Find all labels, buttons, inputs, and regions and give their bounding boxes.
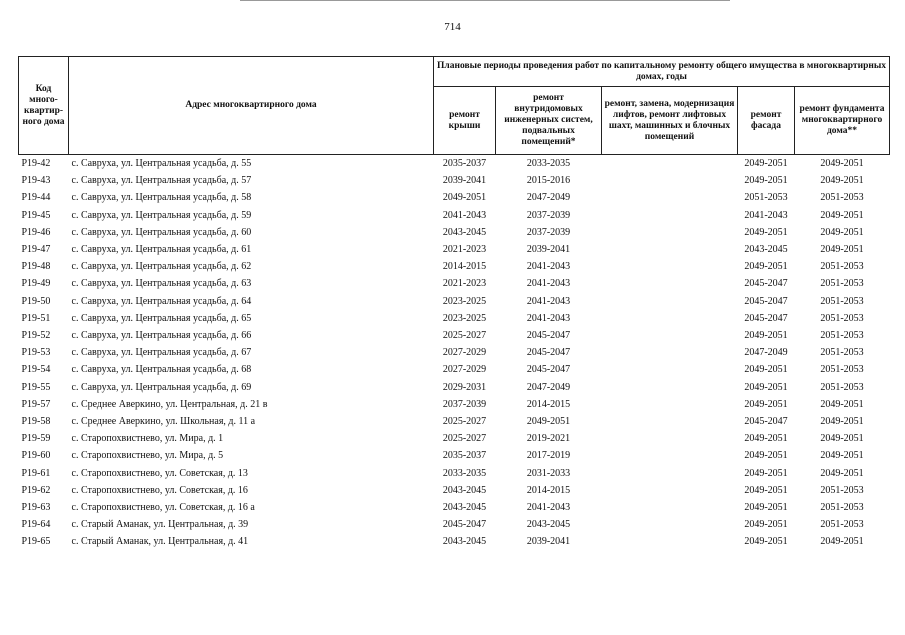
header-foundation: ремонт фундамента многоквартирного дома**: [795, 87, 890, 155]
cell-systems: 2045-2047: [526, 347, 571, 359]
cell-roof: 2043-2045: [442, 484, 487, 496]
cell-facade: 2049-2051: [744, 261, 788, 273]
cell-roof: 2035-2037: [434, 155, 496, 173]
cell-facade: 2051-2053: [744, 192, 788, 204]
cell-lifts: [602, 275, 738, 292]
cell-systems: 2033-2035: [496, 155, 602, 173]
cell-roof: 2043-2045: [442, 226, 487, 238]
cell-address: с. Савруха, ул. Центральная усадьба, д. 64: [71, 295, 252, 307]
cell-foundation: 2051-2053: [820, 381, 864, 393]
cell-foundation: 2051-2053: [820, 347, 864, 359]
table-row: [19, 465, 890, 482]
cell-roof: 2043-2045: [442, 502, 487, 514]
cell-code: Р19-62: [21, 484, 51, 496]
cell-lifts: [602, 516, 738, 533]
table-row: [19, 361, 890, 378]
cell-address: с. Старый Аманак, ул. Центральная, д. 39: [71, 519, 249, 531]
cell-facade: 2049-2051: [744, 330, 788, 342]
cell-address: с. Савруха, ул. Центральная усадьба, д. 68: [71, 364, 252, 376]
cell-facade: 2049-2051: [744, 433, 788, 445]
cell-foundation: 2051-2053: [820, 278, 864, 290]
cell-facade: 2043-2045: [744, 244, 788, 256]
cell-lifts: [602, 533, 738, 550]
cell-facade: 2049-2051: [744, 398, 788, 410]
cell-roof: 2027-2029: [442, 347, 487, 359]
cell-facade: 2045-2047: [744, 312, 788, 324]
cell-systems: 2014-2015: [526, 398, 571, 410]
cell-foundation: 2049-2051: [820, 416, 864, 428]
cell-code: Р19-53: [21, 347, 51, 359]
cell-lifts: [602, 361, 738, 378]
cell-facade: 2045-2047: [744, 416, 788, 428]
cell-facade: 2049-2051: [738, 155, 795, 173]
cell-code: Р19-46: [21, 226, 51, 238]
cell-foundation: 2051-2053: [820, 261, 864, 273]
table-row: [19, 155, 890, 173]
cell-roof: 2043-2045: [442, 536, 487, 548]
cell-systems: 2015-2016: [526, 175, 571, 187]
cell-code: Р19-57: [21, 398, 51, 410]
cell-foundation: 2049-2051: [820, 175, 864, 187]
cell-roof: 2025-2027: [442, 416, 487, 428]
cell-address: с. Среднее Аверкино, ул. Центральная, д. 21 в: [71, 398, 268, 410]
header-systems: ремонт внутридомовых инженерных систем, подвальных помещений*: [496, 87, 602, 155]
table-row: [19, 379, 890, 396]
cell-lifts: [602, 465, 738, 482]
cell-facade: 2049-2051: [744, 536, 788, 548]
page-number: 714: [444, 21, 461, 33]
cell-facade: 2049-2051: [744, 502, 788, 514]
cell-address: с. Среднее Аверкино, ул. Школьная, д. 11 а: [71, 416, 256, 428]
table-row: [19, 413, 890, 430]
table-row: [19, 293, 890, 310]
cell-foundation: 2051-2053: [820, 364, 864, 376]
cell-code: Р19-42: [19, 155, 69, 173]
cell-code: Р19-43: [21, 175, 51, 187]
cell-code: Р19-45: [21, 209, 51, 221]
cell-foundation: 2049-2051: [820, 226, 864, 238]
table-row: [19, 327, 890, 344]
cell-roof: 2049-2051: [442, 192, 487, 204]
cell-roof: 2035-2037: [442, 450, 487, 462]
cell-systems: 2031-2033: [526, 467, 571, 479]
cell-systems: 2017-2019: [526, 450, 571, 462]
cell-code: Р19-61: [21, 467, 51, 479]
header-lifts: ремонт, замена, модернизация лифтов, ремонт лифтовых шахт, машинных и блочных помещений: [602, 87, 738, 155]
header-address: Адрес многоквартирного дома: [69, 57, 434, 155]
cell-address: с. Савруха, ул. Центральная усадьба, д. 63: [71, 278, 252, 290]
cell-systems: 2039-2041: [526, 536, 571, 548]
cell-lifts: [602, 379, 738, 396]
cell-code: Р19-54: [21, 364, 51, 376]
cell-foundation: 2051-2053: [820, 312, 864, 324]
cell-systems: 2047-2049: [526, 381, 571, 393]
cell-address: с. Савруха, ул. Центральная усадьба, д. 57: [71, 175, 252, 187]
cell-systems: 2049-2051: [526, 416, 571, 428]
cell-address: с. Старопохвистнево, ул. Мира, д. 1: [71, 433, 224, 445]
table-row: [19, 172, 890, 189]
cell-roof: 2037-2039: [442, 398, 487, 410]
table-row: [19, 310, 890, 327]
table-row: [19, 430, 890, 447]
cell-facade: 2049-2051: [744, 364, 788, 376]
cell-code: Р19-63: [21, 502, 51, 514]
table-row: [19, 396, 890, 413]
cell-lifts: [602, 396, 738, 413]
cell-code: Р19-44: [21, 192, 51, 204]
cell-roof: 2039-2041: [442, 175, 487, 187]
cell-facade: 2049-2051: [744, 450, 788, 462]
cell-address: с. Савруха, ул. Центральная усадьба, д. 67: [71, 347, 252, 359]
cell-facade: 2049-2051: [744, 226, 788, 238]
cell-foundation: 2049-2051: [795, 155, 890, 173]
cell-code: Р19-52: [21, 330, 51, 342]
cell-lifts: [602, 241, 738, 258]
table-row: [19, 482, 890, 499]
cell-systems: 2047-2049: [526, 192, 571, 204]
cell-roof: 2045-2047: [442, 519, 487, 531]
cell-address: с. Савруха, ул. Центральная усадьба, д. 69: [71, 381, 252, 393]
cell-address: с. Старопохвистнево, ул. Советская, д. 13: [71, 467, 248, 479]
table-row: [19, 344, 890, 361]
cell-lifts: [602, 155, 738, 173]
cell-roof: 2025-2027: [442, 433, 487, 445]
cell-lifts: [602, 189, 738, 206]
header-facade: ремонт фасада: [738, 87, 795, 155]
cell-address: с. Савруха, ул. Центральная усадьба, д. 66: [71, 330, 252, 342]
cell-facade: 2049-2051: [744, 484, 788, 496]
cell-roof: 2021-2023: [442, 278, 487, 290]
cell-systems: 2019-2021: [526, 433, 571, 445]
cell-lifts: [602, 499, 738, 516]
cell-code: Р19-48: [21, 261, 51, 273]
cell-code: Р19-55: [21, 381, 51, 393]
repair-schedule-table: [18, 56, 890, 551]
table-row: [19, 189, 890, 206]
cell-address: с. Старопохвистнево, ул. Советская, д. 16: [71, 484, 248, 496]
cell-address: с. Старый Аманак, ул. Центральная, д. 41: [71, 536, 249, 548]
cell-code: Р19-60: [21, 450, 51, 462]
cell-roof: 2014-2015: [442, 261, 487, 273]
table-row: [19, 499, 890, 516]
table-row: [19, 258, 890, 275]
cell-systems: 2037-2039: [526, 209, 571, 221]
cell-address: с. Старопохвистнево, ул. Советская, д. 16 а: [71, 502, 255, 514]
cell-facade: 2045-2047: [744, 278, 788, 290]
cell-code: Р19-64: [21, 519, 51, 531]
cell-address: с. Савруха, ул. Центральная усадьба, д. 55: [69, 155, 434, 173]
cell-foundation: 2051-2053: [820, 484, 864, 496]
cell-systems: 2041-2043: [526, 278, 571, 290]
cell-lifts: [602, 207, 738, 224]
cell-lifts: [602, 327, 738, 344]
cell-systems: 2037-2039: [526, 226, 571, 238]
cell-facade: 2049-2051: [744, 175, 788, 187]
cell-systems: 2041-2043: [526, 261, 571, 273]
cell-lifts: [602, 258, 738, 275]
cell-roof: 2023-2025: [442, 295, 487, 307]
cell-lifts: [602, 413, 738, 430]
cell-code: Р19-49: [21, 278, 51, 290]
cell-lifts: [602, 430, 738, 447]
cell-systems: 2041-2043: [526, 502, 571, 514]
cell-foundation: 2051-2053: [820, 192, 864, 204]
table-row: [19, 275, 890, 292]
cell-roof: 2025-2027: [442, 330, 487, 342]
cell-code: Р19-50: [21, 295, 51, 307]
cell-code: Р19-47: [21, 244, 51, 256]
cell-foundation: 2049-2051: [820, 467, 864, 479]
cell-lifts: [602, 224, 738, 241]
table-row: [19, 533, 890, 550]
cell-facade: 2045-2047: [744, 295, 788, 307]
cell-systems: 2039-2041: [526, 244, 571, 256]
table-row: [19, 516, 890, 533]
cell-foundation: 2051-2053: [820, 330, 864, 342]
cell-roof: 2021-2023: [442, 244, 487, 256]
top-rule: [240, 0, 730, 2]
cell-foundation: 2051-2053: [820, 502, 864, 514]
cell-lifts: [602, 293, 738, 310]
cell-lifts: [602, 172, 738, 189]
header-code: Код много-квартир-ного дома: [19, 57, 69, 155]
header-group: Плановые периоды проведения работ по капитальному ремонту общего имущества в многоквартирных домах, годы: [434, 57, 890, 87]
table-row: [19, 241, 890, 258]
cell-address: с. Савруха, ул. Центральная усадьба, д. 58: [71, 192, 252, 204]
cell-systems: 2041-2043: [526, 312, 571, 324]
cell-roof: 2033-2035: [442, 467, 487, 479]
cell-foundation: 2049-2051: [820, 450, 864, 462]
cell-facade: 2049-2051: [744, 467, 788, 479]
cell-foundation: 2051-2053: [820, 519, 864, 531]
cell-foundation: 2049-2051: [820, 398, 864, 410]
cell-systems: 2043-2045: [526, 519, 571, 531]
cell-lifts: [602, 310, 738, 327]
cell-facade: 2049-2051: [744, 519, 788, 531]
cell-foundation: 2049-2051: [820, 536, 864, 548]
cell-address: с. Савруха, ул. Центральная усадьба, д. 61: [71, 244, 252, 256]
table-row: [19, 224, 890, 241]
cell-facade: 2047-2049: [744, 347, 788, 359]
cell-systems: 2045-2047: [526, 364, 571, 376]
cell-systems: 2045-2047: [526, 330, 571, 342]
cell-roof: 2041-2043: [442, 209, 487, 221]
table-row: [19, 207, 890, 224]
header-roof: ремонт крыши: [434, 87, 496, 155]
cell-address: с. Савруха, ул. Центральная усадьба, д. 65: [71, 312, 252, 324]
cell-roof: 2027-2029: [442, 364, 487, 376]
cell-facade: 2041-2043: [744, 209, 788, 221]
cell-code: Р19-65: [21, 536, 51, 548]
cell-address: с. Савруха, ул. Центральная усадьба, д. 60: [71, 226, 252, 238]
cell-code: Р19-51: [21, 312, 51, 324]
cell-systems: 2041-2043: [526, 295, 571, 307]
cell-address: с. Савруха, ул. Центральная усадьба, д. 62: [71, 261, 252, 273]
cell-lifts: [602, 344, 738, 361]
cell-lifts: [602, 482, 738, 499]
table-row: [19, 447, 890, 464]
cell-systems: 2014-2015: [526, 484, 571, 496]
cell-foundation: 2049-2051: [820, 244, 864, 256]
cell-code: Р19-59: [21, 433, 51, 445]
cell-lifts: [602, 447, 738, 464]
cell-roof: 2023-2025: [442, 312, 487, 324]
cell-code: Р19-58: [21, 416, 51, 428]
cell-facade: 2049-2051: [744, 381, 788, 393]
cell-address: с. Старопохвистнево, ул. Мира, д. 5: [71, 450, 224, 462]
cell-foundation: 2051-2053: [820, 295, 864, 307]
cell-address: с. Савруха, ул. Центральная усадьба, д. 59: [71, 209, 252, 221]
cell-foundation: 2049-2051: [820, 209, 864, 221]
cell-roof: 2029-2031: [442, 381, 487, 393]
cell-foundation: 2049-2051: [820, 433, 864, 445]
